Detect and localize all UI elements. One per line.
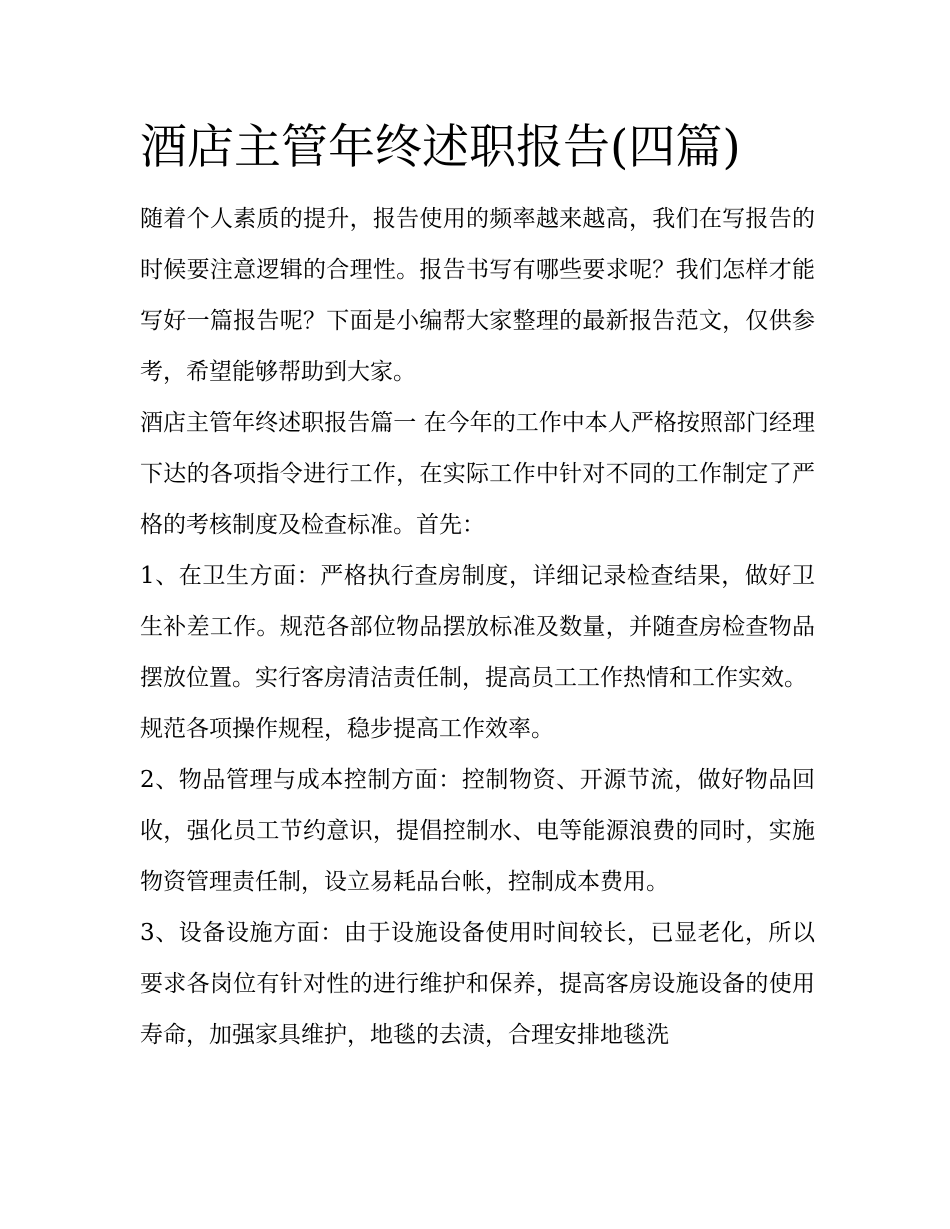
- intro-paragraph: 随着个人素质的提升，报告使用的频率越来越高，我们在写报告的时候要注意逻辑的合理性。报告书写有哪些要求呢？我们怎样才能写好一篇报告呢？下面是小编帮大家整理的最新报告范文，仅供参考，希望能够帮助到大家。: [140, 206, 815, 385]
- procedures-paragraph: 规范各项操作规程，稳步提高工作效率。: [140, 716, 554, 742]
- equipment-paragraph: 3、设备设施方面：由于设施设备使用时间较长，已显老化，所以要求各岗位有针对性的进行维护和保养，提高客房设施设备的使用寿命，加强家具维护，地毯的去渍，合理安排地毯洗: [140, 920, 815, 1048]
- cost-control-paragraph: 2、物品管理与成本控制方面：控制物资、开源节流，做好物品回收，强化员工节约意识，提倡控制水、电等能源浪费的同时，实施物资管理责任制，设立易耗品台帐，控制成本费用。: [140, 767, 815, 895]
- document-title: 酒店主管年终述职报告(四篇): [140, 120, 741, 175]
- report-opening-paragraph: 酒店主管年终述职报告篇一 在今年的工作中本人严格按照部门经理下达的各项指令进行工作，在实际工作中针对不同的工作制定了严格的考核制度及检查标准。首先：: [140, 410, 815, 538]
- document-body: [140, 116, 815, 1061]
- hygiene-paragraph: 1、在卫生方面：严格执行查房制度，详细记录检查结果，做好卫生补差工作。规范各部位物品摆放标准及数量，并随查房检查物品摆放位置。实行客房清洁责任制，提高员工工作热情和工作实效。: [140, 563, 815, 691]
